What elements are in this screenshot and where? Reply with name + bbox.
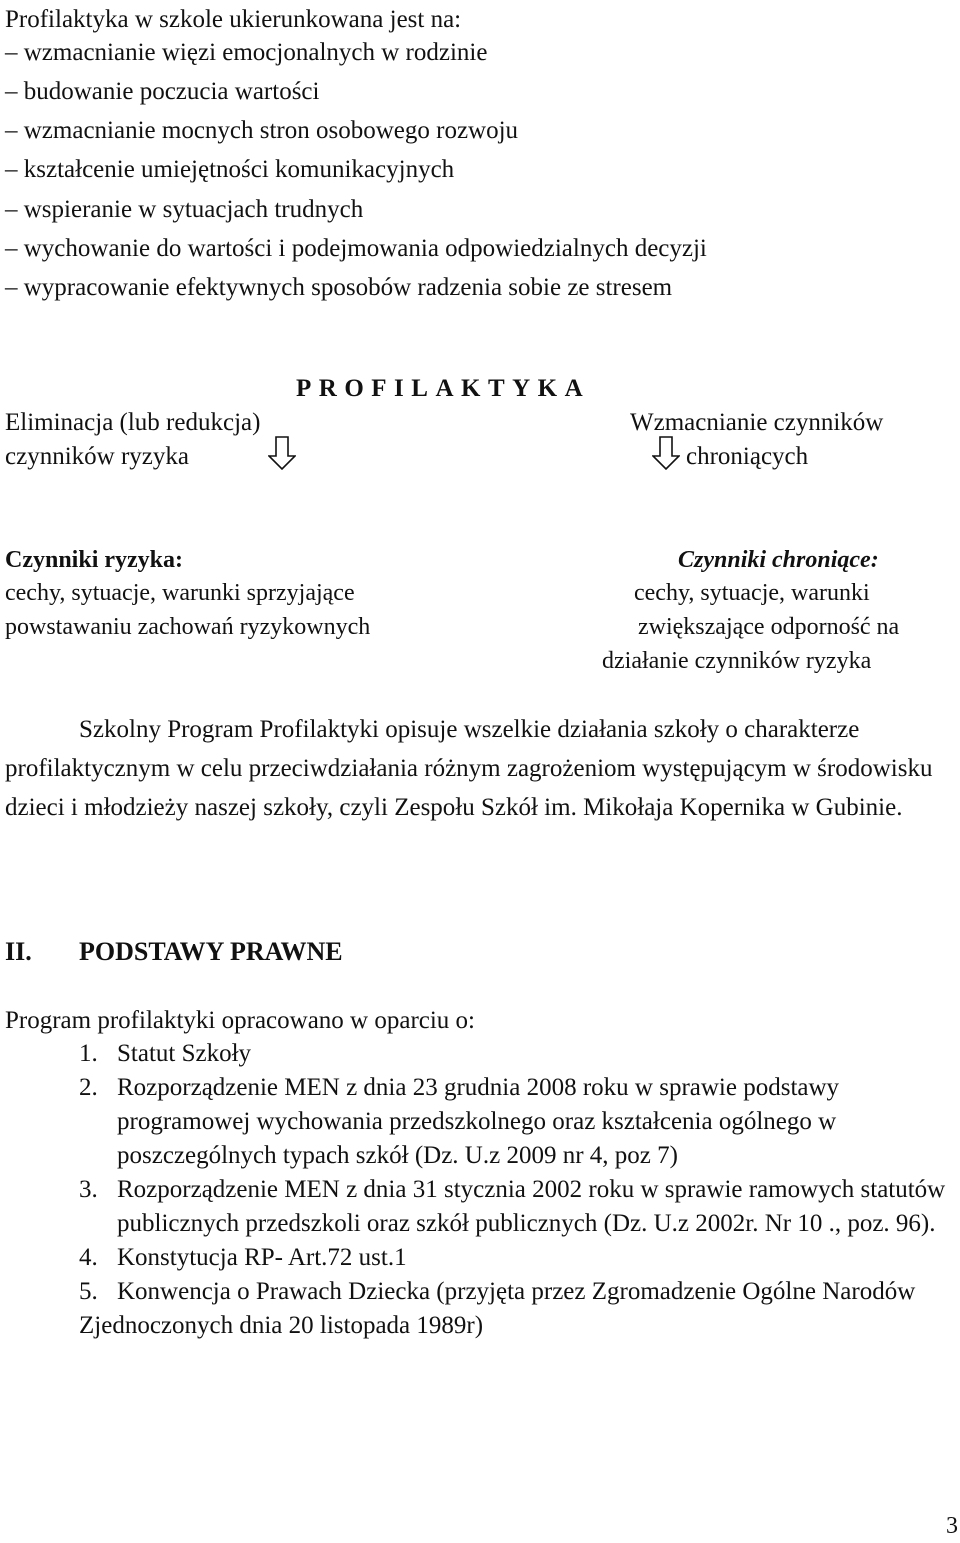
list-item-number: 2. [79,1074,98,1101]
intro-item: – wzmacnianie mocnych stron osobowego rozwoju [5,117,519,144]
intro-item: – wzmacnianie więzi emocjonalnych w rodzinie [5,39,488,66]
intro-item: – kształcenie umiejętności komunikacyjnych [5,156,455,183]
section-lead: Program profilaktyki opracowano w oparciu o: [5,1007,476,1034]
legal-basis-list [79,1037,954,1343]
left-branch-line-2: czynników ryzyka [5,443,189,470]
list-item [79,1275,954,1343]
list-item [79,1241,954,1275]
intro-item: – wspieranie w sytuacjach trudnych [5,196,364,223]
protective-factors-line: cechy, sytuacje, warunki [634,580,870,606]
list-item [79,1071,954,1173]
protective-factors-title: Czynniki chroniące: [678,547,879,573]
risk-factors-line: cechy, sytuacje, warunki sprzyjające [5,580,355,606]
outlined-down-arrow-icon [268,436,296,470]
risk-factors-line: powstawaniu zachowań ryzykownych [5,614,371,640]
intro-item: – wypracowanie efektywnych sposobów radzenia sobie ze stresem [5,274,673,301]
section-title: PODSTAWY PRAWNE [79,937,343,966]
outlined-down-arrow-icon [652,436,680,470]
list-item-text: Rozporządzenie MEN z dnia 23 grudnia 2008 roku w sprawie podstawy programowej wychowania przedszkolnego oraz kształcenia ogólnego w poszczególnych typach szkół (Dz. U.z 2009 nr 4, poz 7) [117,1074,840,1169]
list-item [79,1037,954,1071]
list-item-number: 4. [79,1244,98,1271]
list-item-text: Rozporządzenie MEN z dnia 31 stycznia 2002 roku w sprawie ramowych statutów publicznych przedszkoli oraz szkół publicznych (Dz. U.z 2002r. Nr 10 ., poz. 96). [117,1176,946,1237]
right-branch-line-1: Wzmacnianie czynników [630,409,884,436]
diagram-title: PROFILAKTYKA [296,375,591,402]
intro-item: – budowanie poczucia wartości [5,78,320,105]
list-item-text: Statut Szkoły [117,1040,252,1067]
list-item-text: Konstytucja RP- Art.72 ust.1 [117,1244,407,1271]
list-item-number: 1. [79,1040,98,1067]
section-heading [5,935,343,969]
list-item-text: Konwencja o Prawach Dziecka (przyjęta przez Zgromadzenie Ogólne Narodów Zjednoczonych dnia 20 listopada 1989r) [79,1278,916,1339]
list-item-number: 3. [79,1176,98,1203]
list-item-number: 5. [79,1278,98,1305]
program-description-paragraph: Szkolny Program Profilaktyki opisuje wszelkie działania szkoły o charakterze profilaktycznym w celu przeciwdziałania różnym zagrożeniom występującym w środowisku dzieci i młodzieży naszej szkoły, czyli Zespołu Szkół im. Mikołaja Kopernika w Gubinie. [5,716,933,821]
risk-factors-title: Czynniki ryzyka: [5,547,184,573]
left-branch-line-1: Eliminacja (lub redukcja) [5,409,261,436]
intro-heading: Profilaktyka w szkole ukierunkowana jest na: [5,6,462,33]
right-branch-line-2: chroniących [686,443,809,470]
page-number: 3 [946,1513,958,1539]
section-number: II. [5,937,32,966]
intro-item: – wychowanie do wartości i podejmowania odpowiedzialnych decyzji [5,235,707,262]
protective-factors-line: zwiększające odporność na [638,614,900,640]
protective-factors-line: działanie czynników ryzyka [602,648,872,674]
list-item [79,1173,954,1241]
